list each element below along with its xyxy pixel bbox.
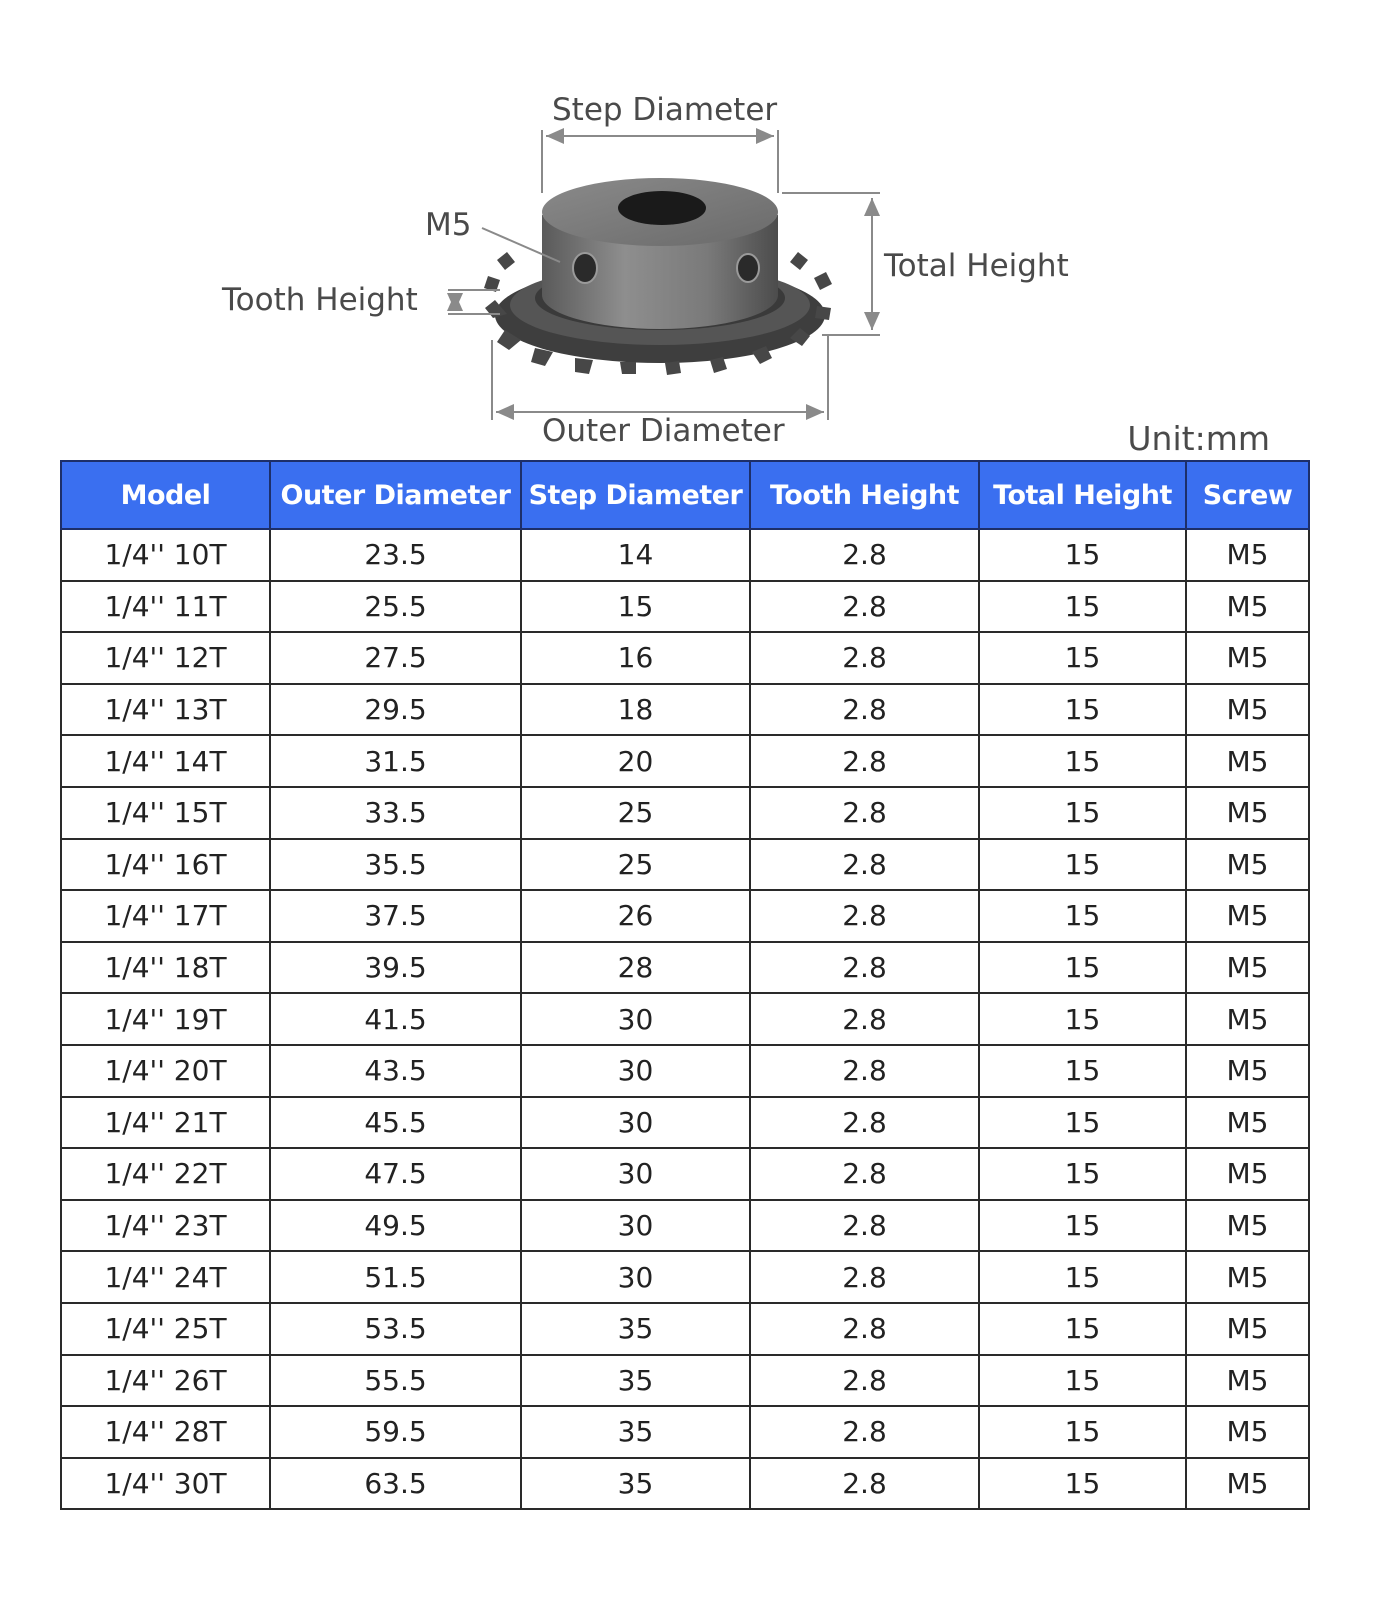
step-diameter-cell: 30 (521, 1045, 750, 1097)
model-cell: 1/4'' 14T (61, 735, 270, 787)
sprocket-gear-icon (484, 178, 832, 375)
step-diameter-cell: 35 (521, 1303, 750, 1355)
outer-diameter-cell: 59.5 (270, 1406, 521, 1458)
step-diameter-cell: 30 (521, 993, 750, 1045)
tooth-height-cell: 2.8 (750, 1097, 979, 1149)
model-cell: 1/4'' 10T (61, 529, 270, 581)
table-row (61, 993, 1309, 1045)
total-height-cell: 15 (979, 942, 1186, 994)
step-diameter-cell: 30 (521, 1148, 750, 1200)
step-diameter-cell: 16 (521, 632, 750, 684)
table-row (61, 1355, 1309, 1407)
outer-diameter-cell: 39.5 (270, 942, 521, 994)
table-row (61, 1045, 1309, 1097)
screw-cell: M5 (1186, 787, 1309, 839)
total-height-cell: 15 (979, 684, 1186, 736)
total-height-cell: 15 (979, 1097, 1186, 1149)
column-header-total-height: Total Height (979, 461, 1186, 529)
tooth-height-cell: 2.8 (750, 839, 979, 891)
model-cell: 1/4'' 21T (61, 1097, 270, 1149)
sprocket-illustration (0, 0, 1400, 460)
outer-diameter-cell: 35.5 (270, 839, 521, 891)
model-cell: 1/4'' 12T (61, 632, 270, 684)
screw-cell: M5 (1186, 1045, 1309, 1097)
screw-cell: M5 (1186, 1458, 1309, 1510)
screw-cell: M5 (1186, 1148, 1309, 1200)
step-diameter-cell: 35 (521, 1458, 750, 1510)
total-height-cell: 15 (979, 1200, 1186, 1252)
table-header-row (61, 461, 1309, 529)
tooth-height-cell: 2.8 (750, 684, 979, 736)
total-height-cell: 15 (979, 1355, 1186, 1407)
column-header-screw: Screw (1186, 461, 1309, 529)
step-diameter-cell: 25 (521, 839, 750, 891)
screw-cell: M5 (1186, 684, 1309, 736)
table-body (61, 529, 1309, 1509)
model-cell: 1/4'' 26T (61, 1355, 270, 1407)
step-diameter-cell: 20 (521, 735, 750, 787)
screw-cell: M5 (1186, 1251, 1309, 1303)
step-diameter-cell: 30 (521, 1200, 750, 1252)
screw-cell: M5 (1186, 1355, 1309, 1407)
total-height-cell: 15 (979, 787, 1186, 839)
step-diameter-cell: 30 (521, 1097, 750, 1149)
table-row (61, 1200, 1309, 1252)
total-height-cell: 15 (979, 632, 1186, 684)
step-diameter-cell: 28 (521, 942, 750, 994)
screw-cell: M5 (1186, 1097, 1309, 1149)
screw-cell: M5 (1186, 839, 1309, 891)
tooth-height-cell: 2.8 (750, 1200, 979, 1252)
screw-cell: M5 (1186, 1200, 1309, 1252)
step-diameter-cell: 18 (521, 684, 750, 736)
screw-cell: M5 (1186, 993, 1309, 1045)
model-cell: 1/4'' 24T (61, 1251, 270, 1303)
tooth-height-cell: 2.8 (750, 529, 979, 581)
outer-diameter-cell: 51.5 (270, 1251, 521, 1303)
tooth-height-cell: 2.8 (750, 581, 979, 633)
step-diameter-cell: 35 (521, 1406, 750, 1458)
m5-label: M5 (425, 207, 472, 243)
screw-cell: M5 (1186, 890, 1309, 942)
step-diameter-cell: 26 (521, 890, 750, 942)
total-height-cell: 15 (979, 1406, 1186, 1458)
table-row (61, 1148, 1309, 1200)
tooth-height-cell: 2.8 (750, 1148, 979, 1200)
table-row (61, 1251, 1309, 1303)
outer-diameter-cell: 31.5 (270, 735, 521, 787)
tooth-height-cell: 2.8 (750, 942, 979, 994)
tooth-height-cell: 2.8 (750, 787, 979, 839)
total-height-cell: 15 (979, 1045, 1186, 1097)
tooth-height-cell: 2.8 (750, 1458, 979, 1510)
model-cell: 1/4'' 13T (61, 684, 270, 736)
total-height-label: Total Height (884, 248, 1069, 284)
outer-diameter-cell: 37.5 (270, 890, 521, 942)
model-cell: 1/4'' 11T (61, 581, 270, 633)
table-row (61, 787, 1309, 839)
outer-diameter-cell: 53.5 (270, 1303, 521, 1355)
table-row (61, 581, 1309, 633)
tooth-height-cell: 2.8 (750, 993, 979, 1045)
table-row (61, 1303, 1309, 1355)
total-height-cell: 15 (979, 1303, 1186, 1355)
table-row (61, 942, 1309, 994)
tooth-height-cell: 2.8 (750, 1406, 979, 1458)
screw-cell: M5 (1186, 735, 1309, 787)
total-height-cell: 15 (979, 735, 1186, 787)
screw-cell: M5 (1186, 1406, 1309, 1458)
tooth-height-label: Tooth Height (222, 282, 418, 318)
model-cell: 1/4'' 15T (61, 787, 270, 839)
outer-diameter-cell: 63.5 (270, 1458, 521, 1510)
column-header-step-diameter: Step Diameter (521, 461, 750, 529)
screw-cell: M5 (1186, 581, 1309, 633)
model-cell: 1/4'' 30T (61, 1458, 270, 1510)
tooth-height-cell: 2.8 (750, 632, 979, 684)
outer-diameter-cell: 45.5 (270, 1097, 521, 1149)
total-height-cell: 15 (979, 839, 1186, 891)
step-diameter-cell: 25 (521, 787, 750, 839)
outer-diameter-label: Outer Diameter (542, 413, 785, 449)
screw-cell: M5 (1186, 942, 1309, 994)
step-diameter-cell: 35 (521, 1355, 750, 1407)
tooth-height-cell: 2.8 (750, 735, 979, 787)
unit-label: Unit:mm (1127, 419, 1270, 458)
table-row (61, 1097, 1309, 1149)
column-header-tooth-height: Tooth Height (750, 461, 979, 529)
tooth-height-cell: 2.8 (750, 1355, 979, 1407)
total-height-cell: 15 (979, 890, 1186, 942)
total-height-cell: 15 (979, 1148, 1186, 1200)
outer-diameter-cell: 33.5 (270, 787, 521, 839)
outer-diameter-cell: 55.5 (270, 1355, 521, 1407)
model-cell: 1/4'' 19T (61, 993, 270, 1045)
outer-diameter-cell: 41.5 (270, 993, 521, 1045)
tooth-height-cell: 2.8 (750, 1045, 979, 1097)
model-cell: 1/4'' 22T (61, 1148, 270, 1200)
table-row (61, 684, 1309, 736)
step-diameter-cell: 30 (521, 1251, 750, 1303)
outer-diameter-cell: 25.5 (270, 581, 521, 633)
tooth-height-cell: 2.8 (750, 1251, 979, 1303)
model-cell: 1/4'' 28T (61, 1406, 270, 1458)
outer-diameter-cell: 27.5 (270, 632, 521, 684)
model-cell: 1/4'' 16T (61, 839, 270, 891)
table-row (61, 1406, 1309, 1458)
outer-diameter-cell: 49.5 (270, 1200, 521, 1252)
table-row (61, 735, 1309, 787)
total-height-cell: 15 (979, 1458, 1186, 1510)
column-header-model: Model (61, 461, 270, 529)
sprocket-spec-table (60, 460, 1310, 1510)
outer-diameter-cell: 23.5 (270, 529, 521, 581)
total-height-cell: 15 (979, 993, 1186, 1045)
outer-diameter-cell: 29.5 (270, 684, 521, 736)
screw-cell: M5 (1186, 529, 1309, 581)
total-height-cell: 15 (979, 1251, 1186, 1303)
screw-cell: M5 (1186, 632, 1309, 684)
table-row (61, 529, 1309, 581)
tooth-height-cell: 2.8 (750, 1303, 979, 1355)
tooth-height-cell: 2.8 (750, 890, 979, 942)
model-cell: 1/4'' 20T (61, 1045, 270, 1097)
model-cell: 1/4'' 18T (61, 942, 270, 994)
model-cell: 1/4'' 17T (61, 890, 270, 942)
sprocket-diagram (0, 0, 1400, 460)
total-height-cell: 15 (979, 581, 1186, 633)
total-height-cell: 15 (979, 529, 1186, 581)
outer-diameter-cell: 47.5 (270, 1148, 521, 1200)
outer-diameter-cell: 43.5 (270, 1045, 521, 1097)
step-diameter-label: Step Diameter (552, 92, 778, 128)
column-header-outer-diameter: Outer Diameter (270, 461, 521, 529)
table-row (61, 1458, 1309, 1510)
model-cell: 1/4'' 25T (61, 1303, 270, 1355)
table-row (61, 632, 1309, 684)
table-row (61, 890, 1309, 942)
screw-cell: M5 (1186, 1303, 1309, 1355)
model-cell: 1/4'' 23T (61, 1200, 270, 1252)
step-diameter-cell: 15 (521, 581, 750, 633)
table-row (61, 839, 1309, 891)
step-diameter-cell: 14 (521, 529, 750, 581)
